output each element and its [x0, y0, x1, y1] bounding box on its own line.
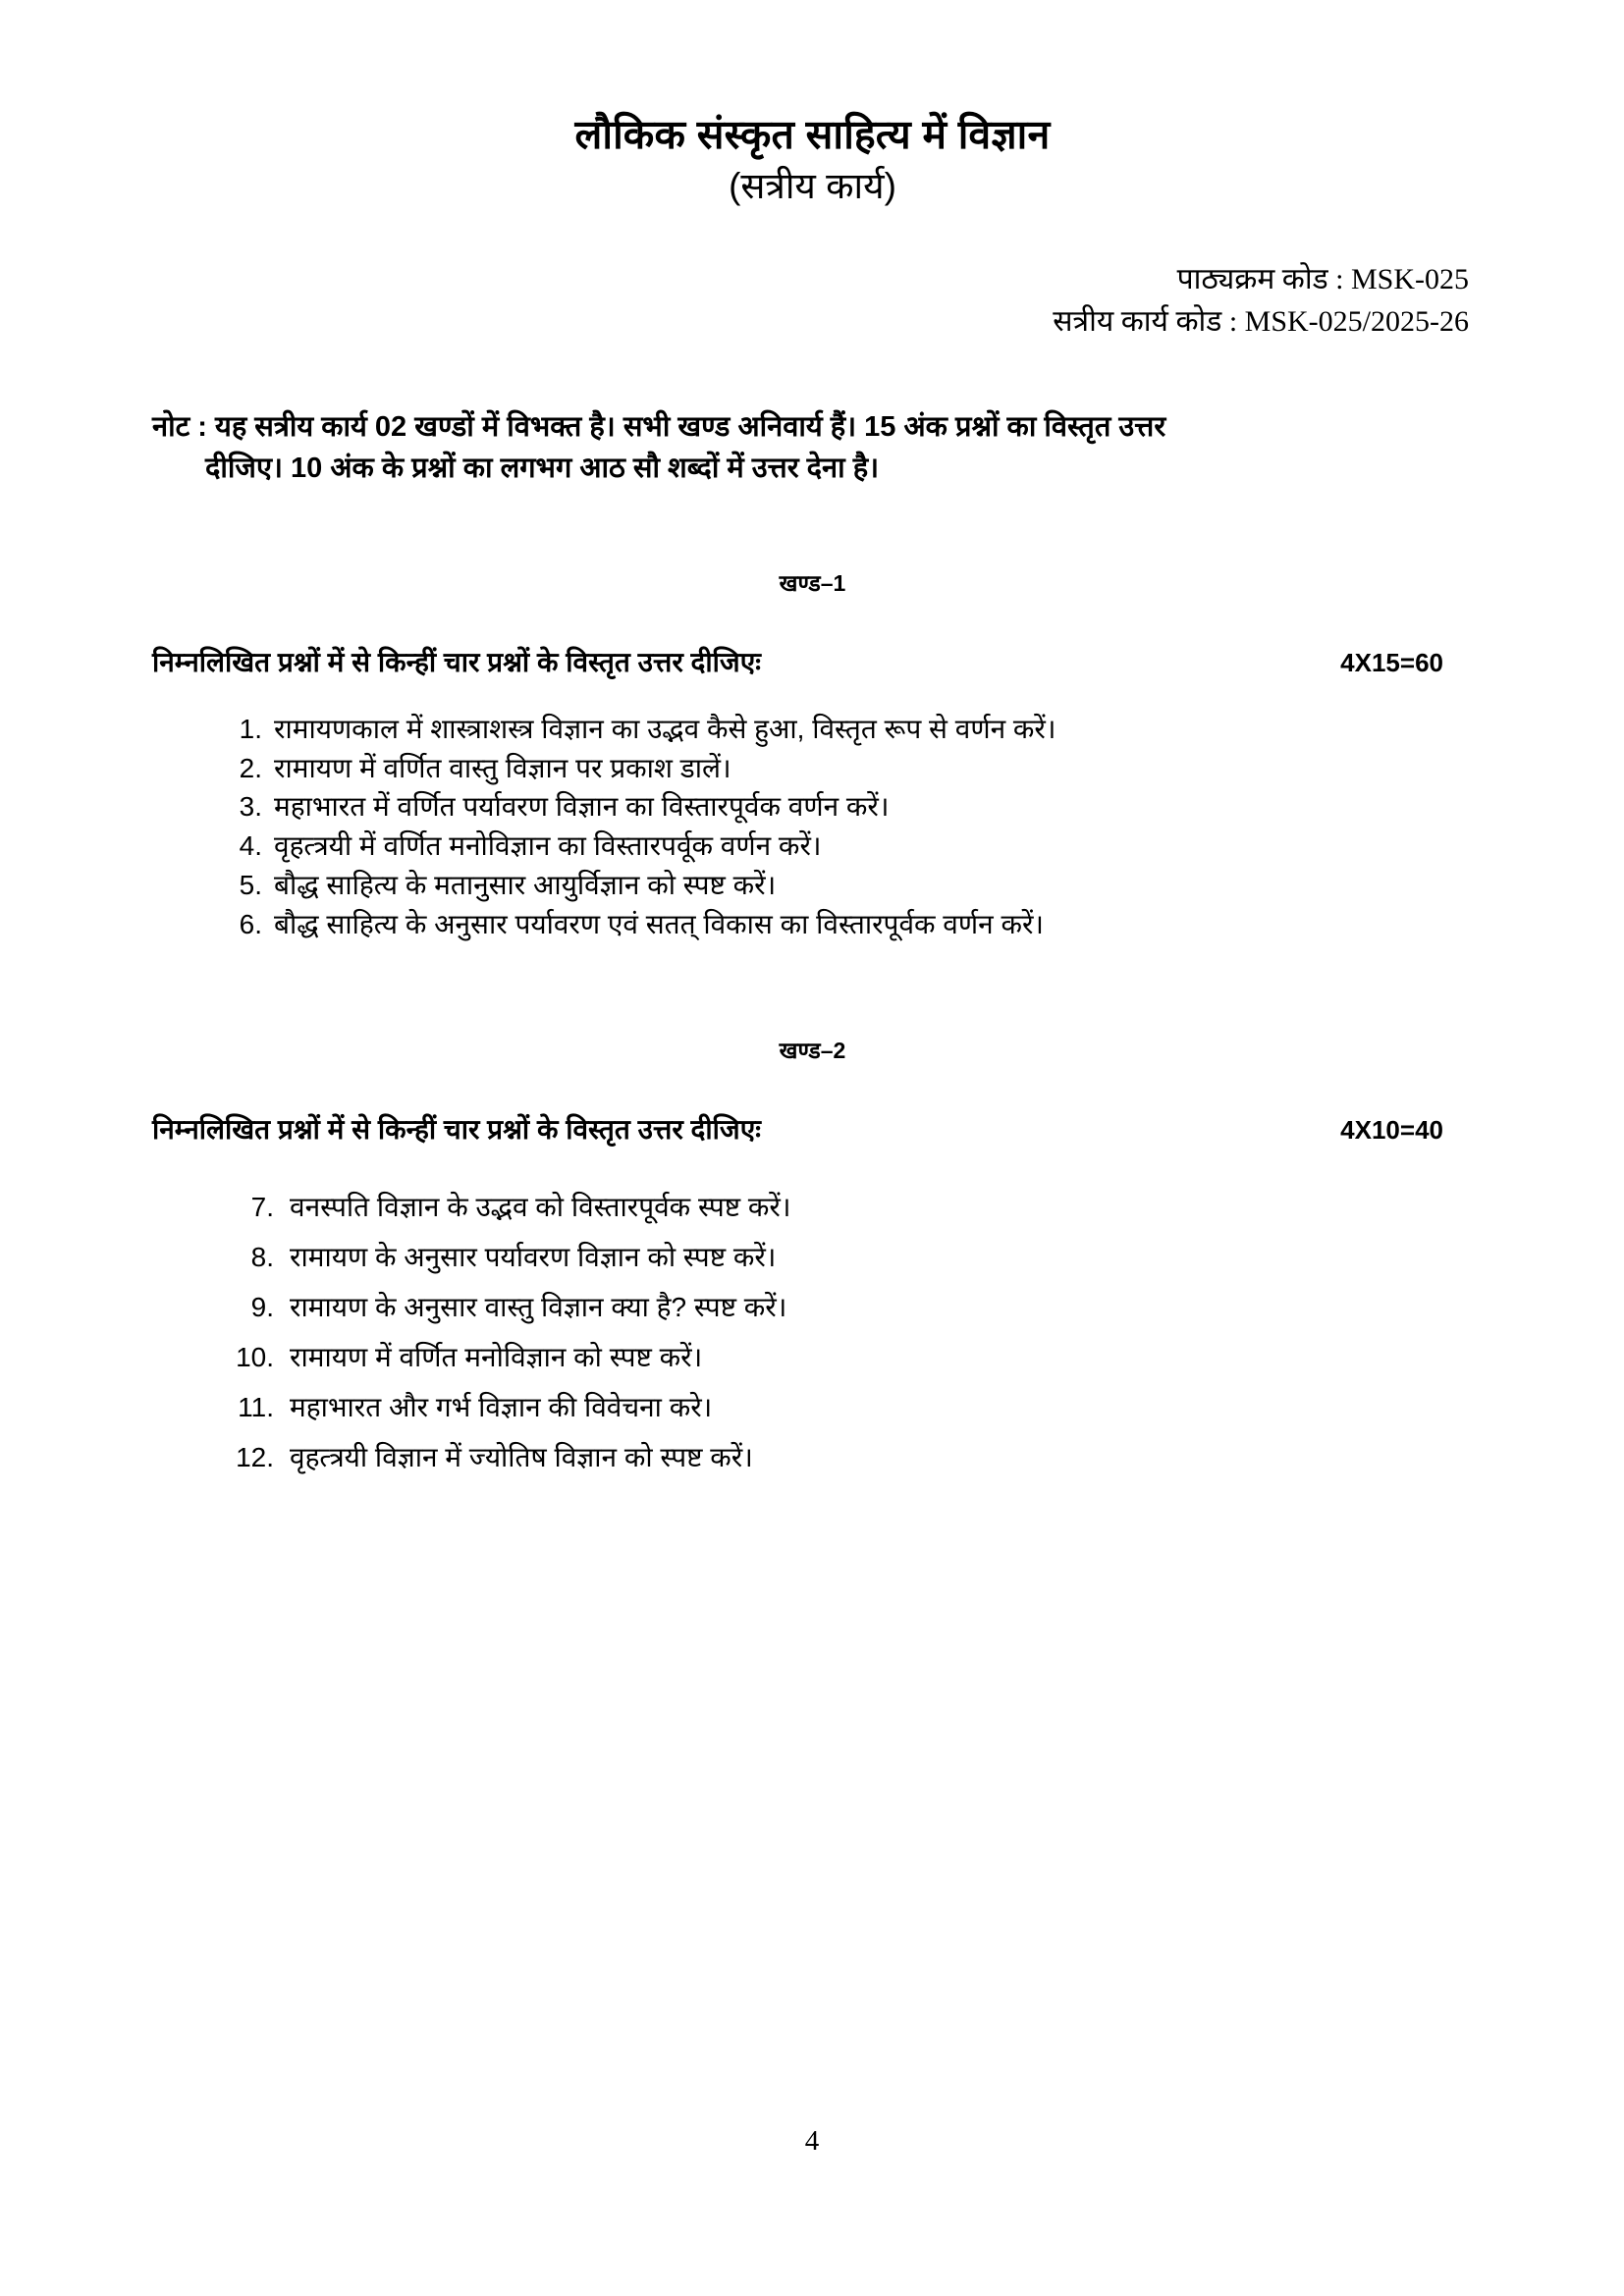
question-text: रामायण के अनुसार वास्तु विज्ञान क्या है? स्पष्ट करें।	[290, 1292, 787, 1323]
section-heading-1: खण्ड–1	[779, 569, 846, 596]
question-number: 3.	[239, 791, 262, 823]
instruction-text-1: निम्नलिखित प्रश्नों में से किन्हीं चार प्रश्नों के विस्तृत उत्तर दीजिएः	[152, 646, 761, 677]
question-list-section-1	[152, 710, 1473, 944]
list-item	[229, 710, 1473, 749]
list-item	[229, 1233, 1473, 1283]
question-number: 10.	[236, 1342, 274, 1373]
list-item	[229, 1183, 1473, 1233]
question-text: वृहत्त्रयी में वर्णित मनोविज्ञान का विस्तारपर्वूक वर्णन करें।	[274, 830, 822, 862]
question-text: वृहत्त्रयी विज्ञान में ज्योतिष विज्ञान को स्पष्ट करें।	[290, 1442, 753, 1473]
question-text: वनस्पति विज्ञान के उद्भव को विस्तारपूर्वक स्पष्ट करें।	[290, 1192, 791, 1223]
course-code-line: पाठ्यक्रम कोड : MSK-025	[1176, 263, 1469, 296]
question-number: 4.	[239, 830, 262, 862]
note-block	[152, 407, 1473, 490]
question-text: बौद्ध साहित्य के मतानुसार आयुर्विज्ञान को स्पष्ट करें।	[274, 869, 777, 900]
question-number: 8.	[250, 1242, 274, 1273]
question-text: महाभारत में वर्णित पर्यावरण विज्ञान का विस्तारपूर्वक वर्णन करें।	[274, 791, 890, 823]
instruction-marks-1: 4X15=60	[1340, 647, 1443, 677]
instruction-text-2: निम्नलिखित प्रश्नों में से किन्हीं चार प्रश्नों के विस्तृत उत्तर दीजिएः	[152, 1114, 761, 1146]
question-text: रामायण में वर्णित मनोविज्ञान को स्पष्ट करें।	[290, 1342, 703, 1373]
page-subtitle: (सत्रीय कार्य)	[729, 166, 896, 207]
question-number: 9.	[250, 1292, 274, 1323]
question-list-section-2	[152, 1183, 1473, 1483]
list-item	[229, 787, 1473, 827]
question-number: 11.	[238, 1392, 274, 1423]
instruction-row-1	[152, 643, 1473, 680]
list-item	[229, 1333, 1473, 1383]
page-content	[152, 0, 1473, 1483]
question-number: 12.	[236, 1442, 274, 1473]
page-title: लौकिक संस्कृत साहित्य में विज्ञान	[574, 112, 1051, 157]
course-code-block	[152, 259, 1473, 343]
instruction-marks-2: 4X10=40	[1340, 1115, 1443, 1146]
list-item	[229, 1283, 1473, 1333]
list-item	[229, 1383, 1473, 1433]
question-text: रामायणकाल में शास्त्राशस्त्र विज्ञान का उद्भव कैसे हुआ, विस्तृत रूप से वर्णन करें।	[274, 713, 1056, 744]
question-number: 6.	[239, 908, 262, 939]
list-item	[229, 827, 1473, 866]
question-number: 1.	[239, 713, 262, 744]
page-number: 4	[804, 2125, 820, 2157]
list-item	[229, 866, 1473, 905]
title-block	[152, 110, 1473, 210]
section-heading-2: खण्ड–2	[779, 1038, 846, 1064]
list-item	[229, 1433, 1473, 1483]
note-line-2: दीजिए। 10 अंक के प्रश्नों का लगभग आठ सौ शब्दों में उत्तर देना है।	[205, 453, 880, 485]
question-number: 5.	[239, 869, 262, 900]
list-item	[229, 905, 1473, 944]
question-number: 7.	[250, 1192, 274, 1223]
instruction-row-2	[152, 1110, 1473, 1148]
question-text: रामायण में वर्णित वास्तु विज्ञान पर प्रकाश डालें।	[274, 752, 731, 783]
question-text: महाभारत और गर्भ विज्ञान की विवेचना करे।	[290, 1392, 713, 1423]
question-number: 2.	[239, 752, 262, 783]
question-text: रामायण के अनुसार पर्यावरण विज्ञान को स्पष्ट करें।	[290, 1242, 777, 1273]
assignment-code-line: सत्रीय कार्य कोड : MSK-025/2025-26	[1053, 304, 1469, 338]
question-text: बौद्ध साहित्य के अनुसार पर्यावरण एवं सतत् विकास का विस्तारपूर्वक वर्णन करें।	[274, 908, 1045, 939]
note-line-1: नोट : यह सत्रीय कार्य 02 खण्डों में विभक्त है। सभी खण्ड अनिवार्य हैं। 15 अंक प्रश्नों का विस्तृत उत्तर	[152, 411, 1166, 444]
list-item	[229, 749, 1473, 788]
